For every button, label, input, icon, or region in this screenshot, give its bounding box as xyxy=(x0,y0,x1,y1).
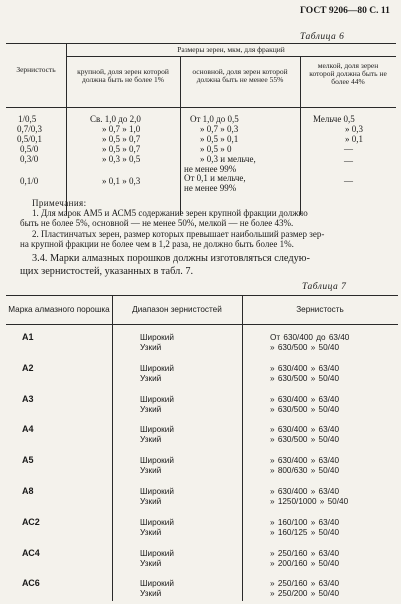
note-1b: быть не более 5%, основной — не менее 50%, мелкой — не более 43%. xyxy=(20,218,294,228)
table-cell-range-wide: Широкий xyxy=(140,456,174,466)
table-cell-grit-wide: » 630/400 » 63/40 xyxy=(270,487,340,496)
table-cell-grit-narrow: » 800/630 » 50/40 xyxy=(270,466,340,476)
table-cell-grit-wide: » 630/400 » 63/40 xyxy=(270,394,340,404)
table-row-mark: А5 xyxy=(22,455,34,466)
table-cell-range-wide: Широкий xyxy=(140,548,174,558)
table-row-mark: А3 xyxy=(22,393,34,404)
table-row: 0,1/0 xyxy=(20,176,39,186)
table-cell-grit-narrow: » 200/160 » 50/40 xyxy=(270,558,340,568)
table6-col-fine: мелкой, доля зерен которой должна быть не более 44% xyxy=(309,61,387,86)
para-line-2: щих зернистостей, указанных в табл. 7. xyxy=(20,266,194,277)
table-cell-grit-narrow: » 630/500 » 50/40 xyxy=(270,373,340,383)
table-cell: » 0,5 » 0,1 xyxy=(200,134,239,144)
table-row-mark: А1 xyxy=(22,332,34,342)
para-line-1: 3.4. Марки алмазных порошков должны изготовляться следую- xyxy=(32,253,310,264)
table-cell: » 0,5 » 0,7 xyxy=(102,144,141,154)
table-cell-range-wide: Широкий xyxy=(140,517,174,527)
table-cell-grit-wide: » 160/100 » 63/40 xyxy=(270,517,340,527)
table-cell: Мельче 0,5 xyxy=(313,114,355,124)
page-header: ГОСТ 9206—80 С. 11 xyxy=(300,6,390,16)
table-cell: » 0,3 и мельче, xyxy=(200,154,256,164)
table-cell-range-wide: Широкий xyxy=(140,579,174,589)
table-cell-grit-wide: » 630/400 » 63/40 xyxy=(270,456,340,466)
table-cell: » 0,7 » 0,3 xyxy=(200,124,239,134)
table-cell-grit-wide: » 250/160 » 63/40 xyxy=(270,548,340,558)
table-cell: — xyxy=(344,144,353,154)
table-row-mark: А4 xyxy=(22,424,34,435)
table-cell-range-wide: Широкий xyxy=(140,363,174,373)
notes-title: Примечания: xyxy=(32,198,87,208)
table-cell: » 0,3 xyxy=(345,124,363,134)
table-cell-grit-wide: » 630/400 » 63/40 xyxy=(270,425,340,435)
table-cell-range-narrow: Узкий xyxy=(140,558,162,568)
table-row-mark: АС2 xyxy=(22,516,40,527)
table-cell-grit-wide: » 630/400 » 63/40 xyxy=(270,363,340,373)
table-cell: » 0,7 » 1,0 xyxy=(102,124,141,134)
table6-col-main: основной, доля зерен которой должна быть не менее 55% xyxy=(192,67,288,84)
table-cell: » 0,1 xyxy=(345,134,363,144)
table-cell-grit-wide: » 250/160 » 63/40 xyxy=(270,579,340,589)
table-cell-range-narrow: Узкий xyxy=(140,373,162,383)
table-row-mark: АС4 xyxy=(22,547,40,558)
note-2a: 2. Пластинчатых зерен, размер которых превышает наибольший размер зер- xyxy=(32,229,325,239)
table-cell: От 0,1 и мельче, xyxy=(184,173,246,183)
table-cell: Св. 1,0 до 2,0 xyxy=(90,114,141,124)
table-cell: — xyxy=(344,176,353,186)
table-cell-range-narrow: Узкий xyxy=(140,589,162,599)
table6-col-grit: Зернистость xyxy=(16,65,56,74)
table-cell: От 1,0 до 0,5 xyxy=(190,114,239,124)
table7-col-grit: Зернистость xyxy=(296,305,344,314)
note-1a: 1. Для марок АМ5 и АСМ5 содержание зерен крупной фракции должно xyxy=(32,208,308,218)
table-cell-range-wide: Широкий xyxy=(140,425,174,435)
table-cell-grit-narrow: » 160/125 » 50/40 xyxy=(270,527,340,537)
table-row-mark: А8 xyxy=(22,486,34,496)
table-cell-grit-narrow: » 630/500 » 50/40 xyxy=(270,435,340,445)
table-cell-grit-wide: От 630/400 до 63/40 xyxy=(270,333,350,342)
table-row-mark: АС6 xyxy=(22,578,40,589)
table-cell: » 0,3 » 0,5 xyxy=(102,154,141,164)
table-cell-grit-narrow: » 630/500 » 50/40 xyxy=(270,404,340,414)
table-cell-grit-narrow: » 1250/1000 » 50/40 xyxy=(270,497,349,506)
table-cell-range-narrow: Узкий xyxy=(140,527,162,537)
table-cell: » 0,1 » 0,3 xyxy=(102,176,141,186)
table-row: 0,5/0 xyxy=(20,144,39,154)
table-cell: » 0,5 » 0 xyxy=(200,144,232,154)
table-cell-range-narrow: Узкий xyxy=(140,466,162,476)
table-cell-grit-narrow: » 630/500 » 50/40 xyxy=(270,343,340,352)
table-cell: » 0,5 » 0,7 xyxy=(102,134,141,144)
table-cell-range-narrow: Узкий xyxy=(140,404,162,414)
table-row: 0,3/0 xyxy=(20,154,39,164)
table-cell-range-narrow: Узкий xyxy=(140,343,162,352)
table-cell: — xyxy=(344,156,353,166)
table-cell-range-narrow: Узкий xyxy=(140,435,162,445)
table-cell-range-narrow: Узкий xyxy=(140,497,162,506)
table-cell: не менее 99% xyxy=(184,183,237,193)
note-2b: на крупной фракции не более чем в 1,2 раза, не должно быть более 1%. xyxy=(20,239,294,249)
table7-caption: Таблица 7 xyxy=(302,282,347,292)
table6-group-header: Размеры зерен, мкм, для фракций xyxy=(177,45,285,54)
table-row-mark: А2 xyxy=(22,362,34,373)
table-row: 1/0,5 xyxy=(18,114,37,124)
table7-col-range: Диапазон зернистостей xyxy=(132,305,222,314)
table-cell-range-wide: Широкий xyxy=(140,333,174,342)
table-cell: не менее 99% xyxy=(184,164,237,174)
table6-col-coarse: крупной, доля зерен которой должна быть не более 1% xyxy=(77,67,169,84)
table7-col-mark: Марка алмазного порошка xyxy=(8,305,110,314)
table-cell-range-wide: Широкий xyxy=(140,487,174,496)
table-row: 0,7/0,3 xyxy=(17,124,43,134)
table-cell-grit-narrow: » 250/200 » 50/40 xyxy=(270,589,340,599)
table-cell-range-wide: Широкий xyxy=(140,394,174,404)
table6-caption: Таблица 6 xyxy=(300,32,345,42)
table-row: 0,5/0,1 xyxy=(17,134,43,144)
